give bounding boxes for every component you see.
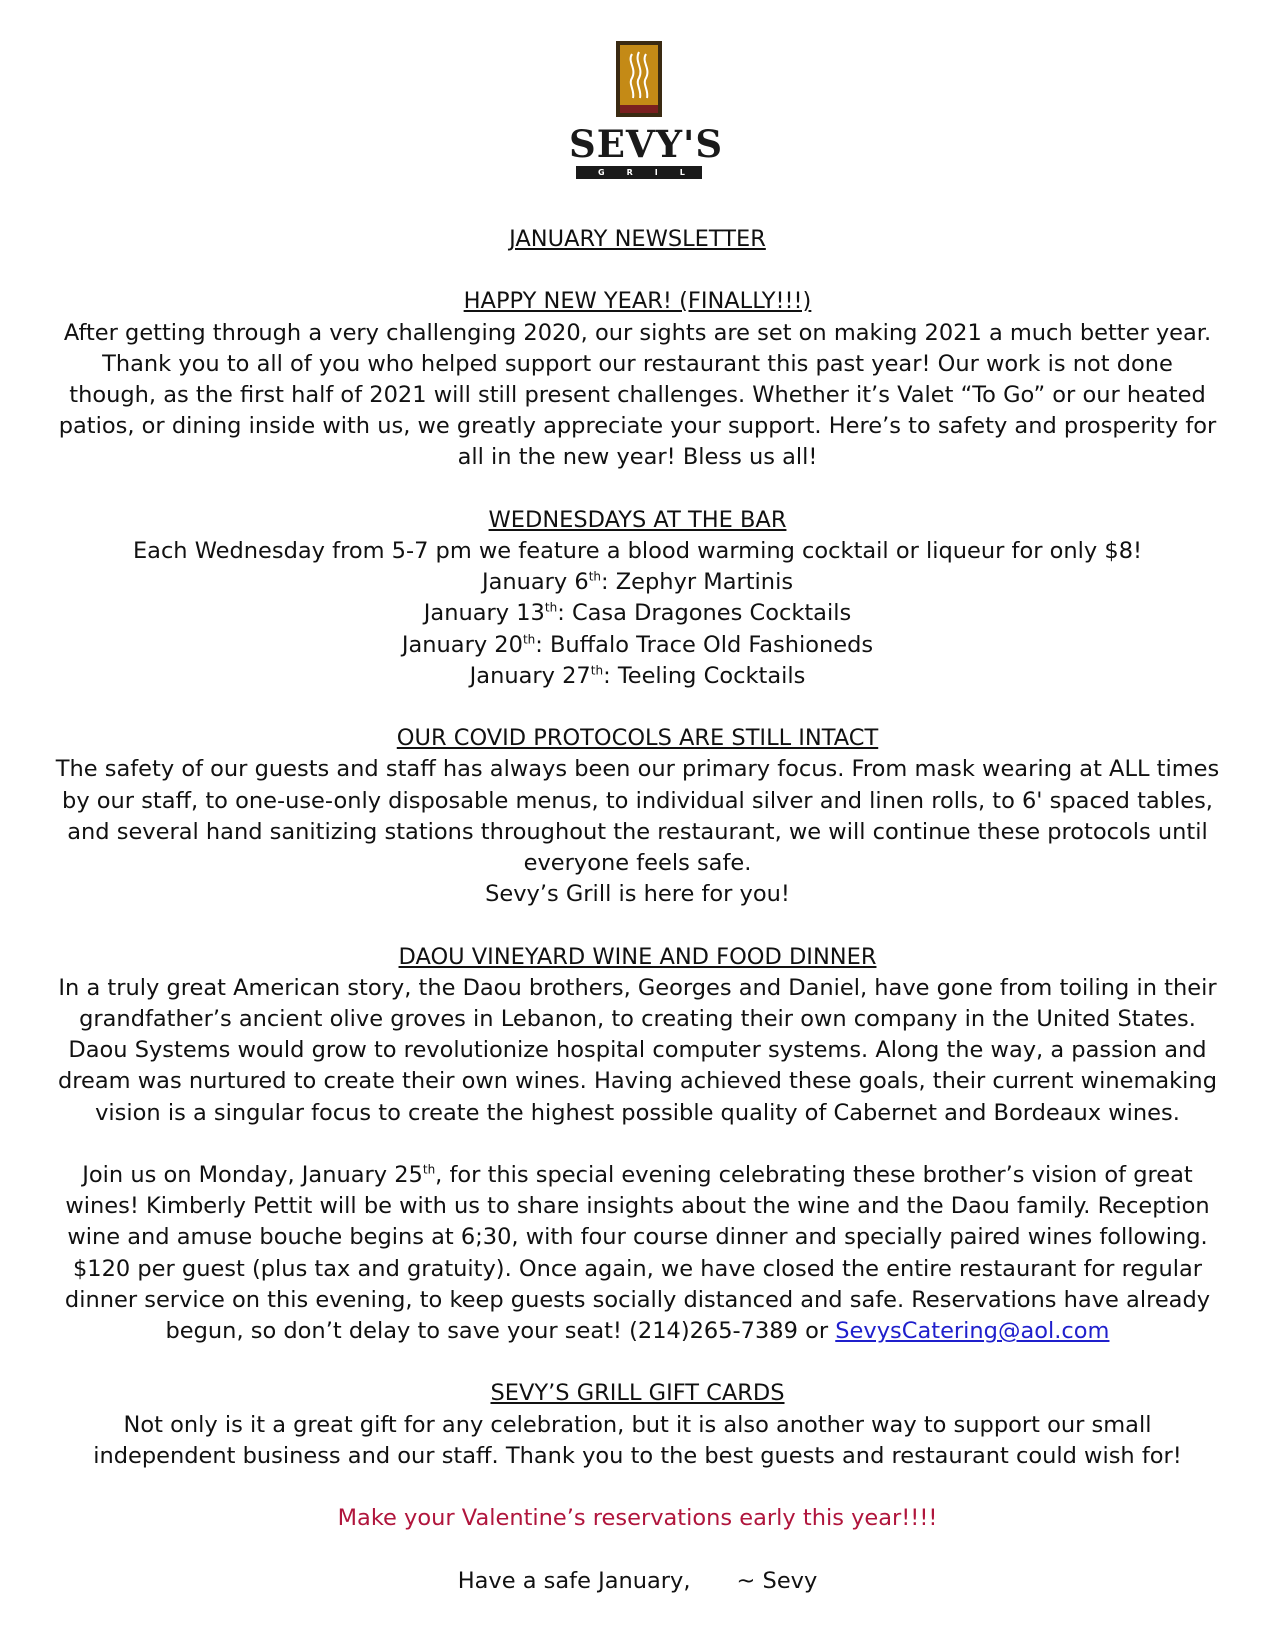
- newsletter-body: [55, 224, 1220, 1597]
- email-link[interactable]: SevysCatering@aol.com: [835, 1318, 1110, 1345]
- valentine-note: Make your Valentine’s reservations early this year!!!!: [337, 1505, 938, 1532]
- closing-line: [55, 1566, 1220, 1597]
- paragraph-line: Sevy’s Grill is here for you!: [485, 881, 790, 908]
- paragraph-line: $120 per guest (plus tax and gratuity). Once again, we have closed the entire restaurant for regular: [72, 1255, 1203, 1282]
- paragraph-line: The safety of our guests and staff has always been our primary focus. From mask wearing at ALL times: [55, 756, 1220, 783]
- paragraph-line: wines! Kimberly Pettit will be with us to share insights about the wine and the Daou family. Reception: [65, 1193, 1210, 1220]
- paragraph-line: vision is a singular focus to create the highest possible quality of Cabernet and Bordeaux wines.: [95, 1099, 1180, 1126]
- paragraph-line: Not only is it a great gift for any celebration, but it is also another way to support our small: [123, 1411, 1152, 1438]
- wednesdays-intro: Each Wednesday from 5-7 pm we feature a blood warming cocktail or liqueur for only $8!: [132, 538, 1143, 564]
- logo-subtitle: GRILL: [576, 166, 702, 179]
- section-heading-gift-cards: SEVY’S GRILL GIFT CARDS: [490, 1380, 785, 1407]
- paragraph-line: In a truly great American story, the Daou brothers, Georges and Daniel, have gone from toiling in their: [58, 974, 1217, 1001]
- section-heading-wednesdays: WEDNESDAYS AT THE BAR: [488, 506, 787, 533]
- section-heading-covid: OUR COVID PROTOCOLS ARE STILL INTACT: [396, 725, 879, 752]
- closing-text: Have a safe January,: [457, 1567, 691, 1594]
- paragraph-line: by our staff, to one-use-only disposable menus, to individual silver and linen rolls, to 6' spaced tables,: [62, 787, 1213, 814]
- paragraph-line: Join us on Monday, January 25th, for this special evening celebrating these brother’s vision of great: [82, 1162, 1193, 1189]
- paragraph-line: After getting through a very challenging 2020, our sights are set on making 2021 a much better year.: [63, 319, 1212, 346]
- paragraph-line: all in the new year! Bless us all!: [457, 444, 818, 471]
- paragraph-line: patios, or dining inside with us, we greatly appreciate your support. Here’s to safety and prosperity for: [58, 413, 1217, 440]
- paragraph-line: and several hand sanitizing stations throughout the restaurant, we will continue these protocols until: [67, 818, 1208, 845]
- paragraph-line: dream was nurtured to create their own wines. Having achieved these goals, their current winemaking: [58, 1068, 1217, 1095]
- signature: ~ Sevy: [736, 1567, 818, 1594]
- paragraph-line: Thank you to all of you who helped support our restaurant this past year! Our work is not done: [102, 350, 1173, 377]
- paragraph-line: Daou Systems would grow to revolutionize hospital computer systems. Along the way, a passion and: [68, 1037, 1207, 1064]
- event-line: January 27th: Teeling Cocktails: [469, 662, 806, 689]
- paragraph-line: begun, so don’t delay to save your seat! (214)265-7389 or SevysCatering@aol.com: [165, 1318, 1110, 1345]
- section-heading-new-year: HAPPY NEW YEAR! (FINALLY!!!): [463, 288, 812, 315]
- section-heading-daou: DAOU VINEYARD WINE AND FOOD DINNER: [398, 943, 877, 970]
- flame-logo-icon: [615, 40, 663, 118]
- paragraph-line: everyone feels safe.: [523, 850, 752, 877]
- logo-wordmark: SEVY'S: [569, 122, 724, 166]
- event-line: January 20th: Buffalo Trace Old Fashioneds: [401, 631, 874, 658]
- event-line: January 13th: Casa Dragones Cocktails: [423, 600, 852, 627]
- paragraph-line: grandfather’s ancient olive groves in Lebanon, to creating their own company in the United States.: [79, 1006, 1196, 1033]
- paragraph-line: independent business and our staff. Thank you to the best guests and restaurant could wish for!: [93, 1442, 1182, 1469]
- newsletter-title: JANUARY NEWSLETTER: [509, 226, 766, 252]
- paragraph-line: dinner service on this evening, to keep guests socially distanced and safe. Reservations have already: [64, 1286, 1211, 1313]
- logo: [569, 40, 734, 179]
- paragraph-line: though, as the first half of 2021 will still present challenges. Whether it’s Valet “To Go” or our heated: [69, 382, 1206, 408]
- paragraph-line: wine and amuse bouche begins at 6;30, with four course dinner and specially paired wines following.: [67, 1224, 1208, 1251]
- event-line: January 6th: Zephyr Martinis: [481, 569, 794, 596]
